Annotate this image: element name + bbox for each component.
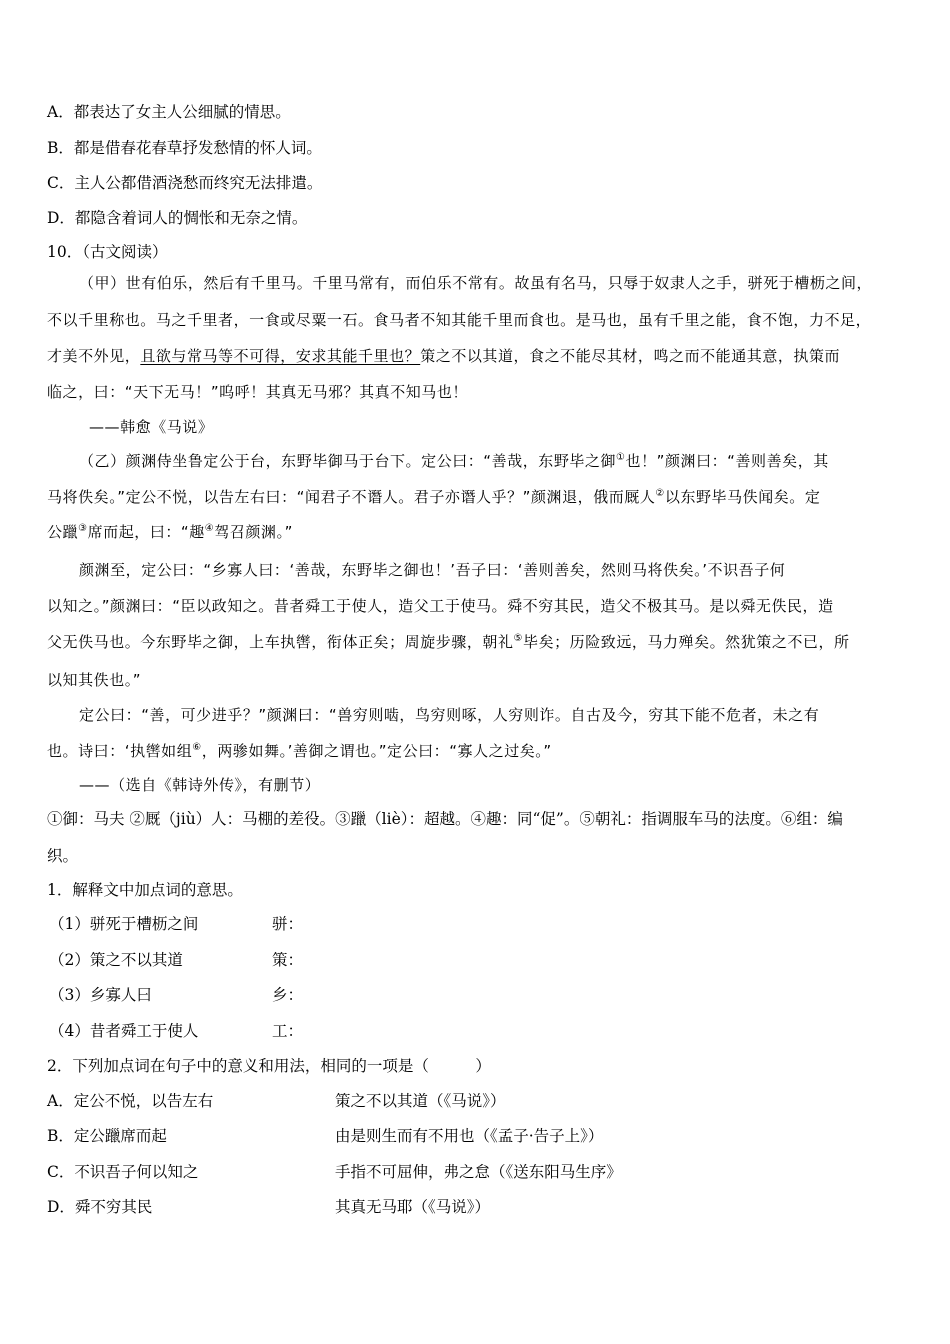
yi-p2-line-2: 以知之。”颜渊曰：“臣以政知之。昔者舜工于使人，造父工于使马。舜不穷其民，造父不极其马。是以舜无佚民，造 xyxy=(47,597,834,615)
footnote-marker: ④ xyxy=(204,523,215,534)
item-text: （4）昔者舜工于使人 xyxy=(49,1022,199,1040)
yi-source: ——（选自《韩诗外传》，有删节） xyxy=(79,776,321,794)
answer-blank: 乡： xyxy=(272,986,304,1004)
yi-text: 席而起，曰：“趣 xyxy=(87,523,205,541)
option-left: A．定公不悦，以告左右 xyxy=(47,1092,214,1110)
footnote-marker: ⑥ xyxy=(192,742,202,753)
yi-text: ，两骖如舞。’善御之谓也。”定公曰：“寡人之过矣。” xyxy=(201,742,552,760)
answer-blank: 策： xyxy=(272,951,304,969)
q9-option-c: C．主人公都借酒浇愁而终究无法排遣。 xyxy=(47,174,323,192)
yi-p2-line-3 xyxy=(47,632,850,652)
item-text: （1）骈死于槽枥之间 xyxy=(49,915,199,933)
underlined-sentence: 且欲与常马等不可得，安求其能千里也？ xyxy=(140,347,421,365)
option-right: 手指不可屈伸，弗之怠（《送东阳马生序》 xyxy=(335,1163,622,1181)
option-left: B．定公躐席而起 xyxy=(47,1127,167,1145)
option-right: 其真无马耶（《马说》） xyxy=(335,1198,491,1216)
answer-blank: 工： xyxy=(272,1022,304,1040)
subq1-title: 1．解释文中加点词的意思。 xyxy=(47,881,243,899)
subq2-option-b xyxy=(47,1126,604,1146)
subq2-title: 2．下列加点词在句子中的意义和用法，相同的一项是（ ） xyxy=(47,1057,491,1075)
subq2-option-a xyxy=(47,1091,506,1111)
q9-option-b: B．都是借春花春草抒发愁情的怀人词。 xyxy=(47,139,322,157)
jia-line-2: 不以千里称也。马之千里者，一食或尽粟一石。食马者不知其能千里而食也。是马也，虽有千里之能，食不饱，力不足， xyxy=(47,311,872,329)
jia-line-3 xyxy=(47,346,840,366)
jia-line-4: 临之，曰：“天下无马！”呜呼！其真无马邪？其真不知马也！ xyxy=(47,383,468,401)
yi-text: 毕矣；历险致远，马力殚矣。然犹策之不已，所 xyxy=(523,633,850,651)
option-right: 策之不以其道（《马说》） xyxy=(335,1092,506,1110)
item-text: （2）策之不以其道 xyxy=(49,951,183,969)
subq1-item xyxy=(49,985,304,1005)
notes-line-1: ①御：马夫 ②厩（jiù）人：马棚的差役。③躐（liè）：超越。④趣：同“促”。⑤朝礼：指调服车马的法度。⑥组：编 xyxy=(47,810,843,828)
jia-line-1: （甲）世有伯乐，然后有千里马。千里马常有，而伯乐不常有。故虽有名马，只辱于奴隶人之手，骈死于槽枥之间， xyxy=(79,274,873,292)
yi-text: 也！”颜渊曰：“善则善矣，其 xyxy=(625,452,829,470)
option-right: 由是则生而有不用也（《孟子·告子上》） xyxy=(335,1127,604,1145)
subq2-option-c xyxy=(47,1162,622,1182)
yi-text: 父无佚马也。今东野毕之御，上车执辔，衔体正矣；周旋步骤，朝礼 xyxy=(47,633,514,651)
answer-blank: 骈： xyxy=(272,915,304,933)
item-text: （3）乡寡人曰 xyxy=(49,986,152,1004)
yi-text: 驾召颜渊。” xyxy=(214,523,293,541)
notes-line-2: 织。 xyxy=(47,847,79,865)
yi-p1-line-1 xyxy=(79,451,829,471)
yi-text: 以东野毕马佚闻矣。定 xyxy=(664,488,821,506)
yi-p1-line-3 xyxy=(47,522,293,542)
yi-text: 也。诗曰：‘执辔如组 xyxy=(47,742,193,760)
yi-p3-line-1: 定公曰：“善，可少进乎？”颜渊曰：“兽穷则啮，鸟穷则啄，人穷则诈。自古及今，穷其下能不危者，未之有 xyxy=(79,706,820,724)
footnote-marker: ② xyxy=(655,488,665,499)
yi-p3-line-2 xyxy=(47,741,552,761)
jia-line-3-start: 才美不外见， xyxy=(47,347,141,365)
subq2-option-d xyxy=(47,1197,491,1217)
subq1-item xyxy=(49,1021,304,1041)
footnote-marker: ① xyxy=(616,452,626,463)
footnote-marker: ③ xyxy=(78,523,88,534)
yi-text: 马将佚矣。”定公不悦，以告左右曰：“闻君子不谮人。君子亦谮人乎？”颜渊退，俄而厩人 xyxy=(47,488,656,506)
subq1-item xyxy=(49,950,304,970)
option-left: D．舜不穷其民 xyxy=(47,1198,153,1216)
q9-option-a: A．都表达了女主人公细腻的情思。 xyxy=(47,103,291,121)
q10-header: 10．（古文阅读） xyxy=(47,243,168,261)
jia-source: ——韩愈《马说》 xyxy=(89,418,214,436)
jia-line-3-end: 策之不以其道，食之不能尽其材，鸣之而不能通其意，执策而 xyxy=(420,347,841,365)
yi-p1-line-2 xyxy=(47,487,820,507)
yi-p2-line-4: 以知其佚也。” xyxy=(47,671,142,689)
subq1-item xyxy=(49,914,304,934)
yi-text: （乙）颜渊侍坐鲁定公于台，东野毕御马于台下。定公曰：“善哉，东野毕之御 xyxy=(79,452,617,470)
yi-p2-line-1: 颜渊至，定公曰：“乡寡人曰：‘善哉，东野毕之御也！’吾子曰：‘善则善矣，然则马将佚矣。’不识吾子何 xyxy=(79,561,786,579)
yi-text: 公躐 xyxy=(47,523,79,541)
option-left: C．不识吾子何以知之 xyxy=(47,1163,199,1181)
footnote-marker: ⑤ xyxy=(513,633,524,644)
q9-option-d: D．都隐含着词人的惆怅和无奈之情。 xyxy=(47,209,308,227)
